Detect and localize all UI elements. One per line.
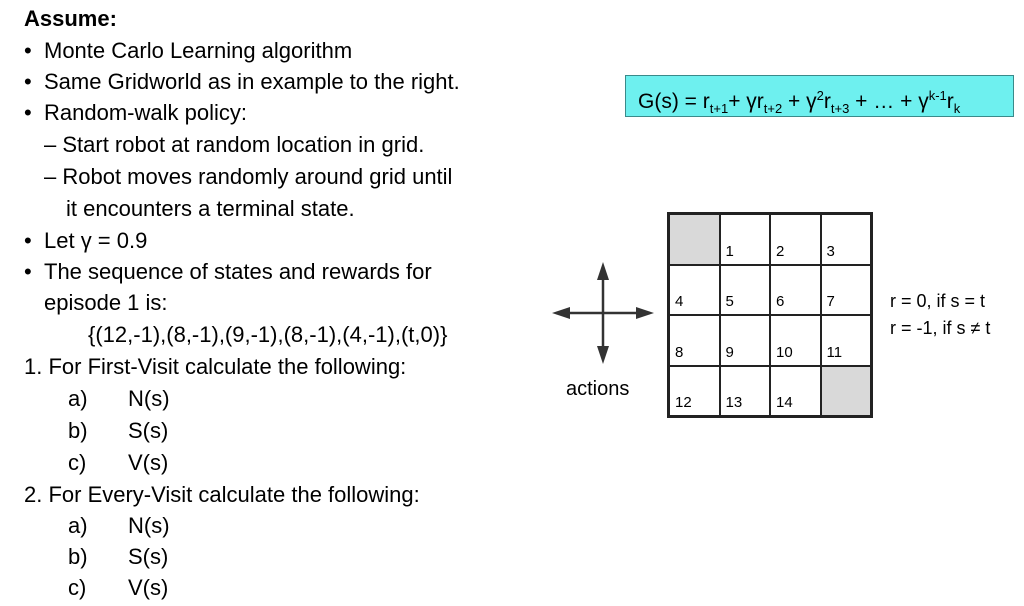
grid-cell-label: 11 [826,343,843,361]
grid-cell [770,265,821,316]
formula-part-4: r [823,90,831,113]
q1-letter-c: c) [68,450,87,475]
grid-cell [821,315,872,366]
q1-item-c: V(s) [128,450,169,475]
grid-cell [821,265,872,316]
q2-letter-c: c) [68,575,87,600]
bullet-policy: • Random-walk policy: [44,98,247,128]
formula-part-6: r [946,90,954,113]
grid-cell [669,265,720,316]
grid-cell [720,315,771,366]
q1-letter-a: a) [68,386,88,411]
grid-cell [720,265,771,316]
grid-cell [669,366,720,417]
formula-part-3: + γ [782,90,817,113]
grid-cell-label: 9 [725,343,734,361]
grid-cell [770,366,821,417]
grid-cell-label: 7 [826,293,835,310]
grid-cell-label: 6 [776,293,785,310]
grid-cell-label: 14 [776,394,793,411]
grid-cell-label: 5 [725,293,734,310]
grid-cell-label: 3 [826,242,835,260]
grid-cell [720,366,771,417]
q2-letter-b: b) [68,544,88,569]
grid-cell-label: 10 [776,343,793,361]
formula-sub-2: t+2 [763,101,783,117]
grid-cell-label: 1 [725,242,734,260]
grid-cell [770,214,821,265]
formula-sub-1: t+1 [709,101,729,117]
grid-cell-label: 12 [675,394,692,411]
grid-cell-label: 13 [725,394,743,411]
gridworld [667,212,873,418]
subbullet-moves: – Robot moves randomly around grid until [44,164,453,189]
q2-item-b: S(s) [128,544,169,569]
bullet-sequence-cont: episode 1 is: [44,290,168,315]
heading: Assume: [24,6,117,31]
question-1-label: 1. For First-Visit calculate the following: [24,354,407,379]
q2-item-a: N(s) [128,513,170,538]
actions-label: actions [566,378,630,400]
return-formula [625,75,1014,117]
grid-cell-label: 2 [776,242,785,260]
formula-part-5: + … + γ [849,90,929,113]
q2-item-c: V(s) [128,575,169,600]
grid-cell-terminal [821,366,872,417]
grid-cell [669,315,720,366]
grid-cell [770,315,821,366]
grid-cell [821,214,872,265]
formula-part-2: + γr [728,90,764,113]
bullet-sequence: • The sequence of states and rewards for [44,257,432,287]
q1-item-b: S(s) [128,418,169,443]
actions-arrows-icon [548,258,658,368]
bullet-gamma: • Let γ = 0.9 [44,226,147,256]
q1-item-a: N(s) [128,386,170,411]
formula-lhs: G(s) = r [638,90,710,113]
formula-sub-4: t+3 [830,101,850,117]
q1-letter-b: b) [68,418,88,443]
reward-rule-nonterminal: r = -1, if s ≠ t [890,318,991,338]
formula-sup-5: k-1 [928,88,947,103]
grid-cell-label: 8 [675,343,684,361]
bullet-algorithm: • Monte Carlo Learning algorithm [44,36,352,66]
q2-letter-a: a) [68,513,88,538]
subbullet-terminal: it encounters a terminal state. [66,196,355,221]
formula-sup-3: 2 [816,88,824,103]
grid-cell [720,214,771,265]
bullet-gridworld: • Same Gridworld as in example to the right. [44,67,460,97]
grid-cell-terminal [669,214,720,265]
formula-sub-6: k [953,101,961,117]
reward-rule-terminal: r = 0, if s = t [890,291,986,311]
episode-sequence: {(12,-1),(8,-1),(9,-1),(8,-1),(4,-1),(t,0)} [88,322,448,347]
question-2-label: 2. For Every-Visit calculate the following: [24,482,420,507]
grid-cell-label: 4 [675,293,684,310]
subbullet-start: – Start robot at random location in grid. [44,132,425,157]
